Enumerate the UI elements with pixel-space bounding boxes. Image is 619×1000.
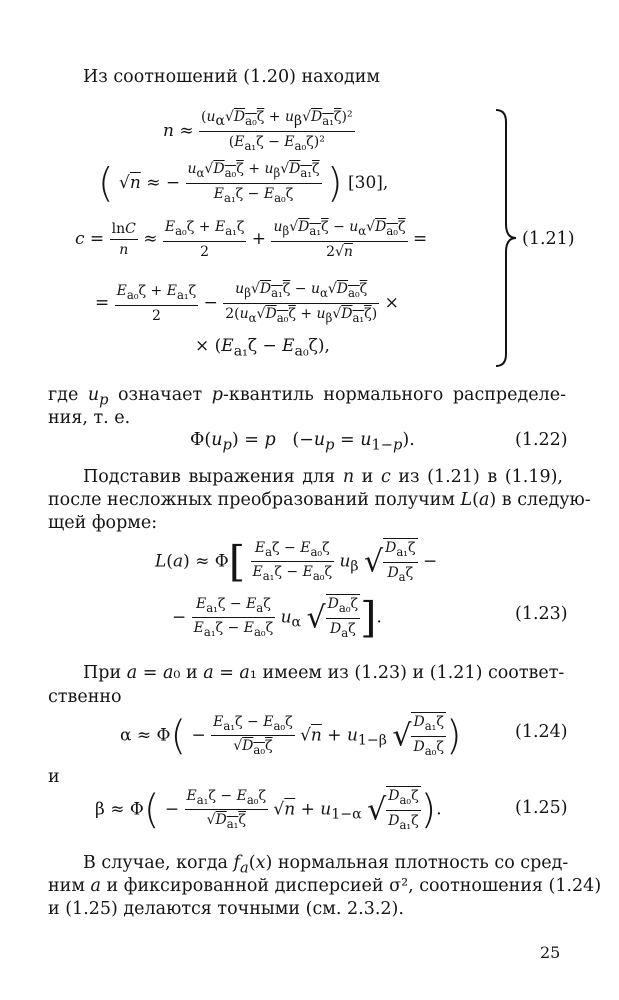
subst-text-line2: после несложных преобразований получим L(a) в следую- [48,490,591,510]
and-text: и [48,767,60,787]
end-text-line2: ним a и фиксированной дисперсией σ², соотношения (1.24) [48,876,602,896]
subst-text-line1: Подставив выражения для n и c из (1.21) в (1.19), [83,467,563,487]
at-text-line1: При a = a₀ и a = a₁ имеем из (1.23) и (1.21) соответ- [83,663,565,683]
eq121-number: (1.21) [522,229,575,249]
at-text-line2: ственно [48,687,122,707]
eq125: β ≈ Φ( − $\frac{E_{a_1}\zeta - E_{a_0}\zeta}{√D_{a_1}\zeta}$ $√n + u_{1-\alpha}$ √ $\frac{D_{a_0}\zeta}{D_{a_1}\zeta}$ ). [95,786,442,833]
eq121-line5: × $(E_{a_1}\zeta - E_{a_0}\zeta)$, [195,336,330,360]
eq125-number: (1.25) [515,798,568,818]
page-number: 25 [540,943,561,962]
subst-text-line3: щей форме: [48,513,158,533]
right-brace [494,108,518,368]
where-text-line2: ния, т. е. [48,408,131,428]
eq121-line4: = $\frac{E_{a_0}\zeta + E_{a_1}\zeta}{2}$ − $\frac{u_\beta√D_{a_1}\zeta - u_\alpha√D_{a_0}\zeta}{2(u_\alpha√D_{a_0}\zeta + u_\beta√D_{a_1}\zeta)}$ × [95,281,399,325]
end-text-line3: и (1.25) делаются точными (см. 2.3.2). [48,899,404,919]
citation-30: [30], [348,172,389,193]
end-text-line1: В случае, когда $f_a(x)$ нормальная плотность со сред- [83,853,569,877]
eq122-number: (1.22) [515,430,568,450]
eq123-line2: − $\frac{E_{a_1}\zeta - E_a\zeta}{E_{a_1}\zeta - E_{a_0}\zeta}$ $u_\alpha$ √ $\frac{D_{a_0}\zeta}{D_a\zeta}$ ]. [172,592,382,642]
eq123-number: (1.23) [515,604,568,624]
eq123-line1: L(a) ≈ Φ[ $\frac{E_a\zeta - E_{a_0}\zeta}{E_{a_1}\zeta - E_{a_0}\zeta}$ $u_\beta$ √ $\frac{D_{a_1}\zeta}{D_a\zeta}$ − [155,536,438,586]
where-text-line1: где $u_p$ означает p-квантиль нормального распределе- [48,385,566,409]
eq124: α ≈ Φ( − $\frac{E_{a_1}\zeta - E_{a_0}\zeta}{√D_{a_0}\zeta}$ $√n + u_{1-\beta}$ √ $\frac{D_{a_1}\zeta}{D_{a_0}\zeta}$ ) [120,712,462,759]
eq121-line2: ( √n ≈ − $\frac{u_\alpha√D_{a_0}\zeta + u_\beta√D_{a_1}\zeta}{E_{a_1}\zeta - E_{a_0}\zeta}$ ) [30], [98,160,389,207]
intro-text: Из соотношений (1.20) находим [83,67,381,87]
eq124-number: (1.24) [515,722,568,742]
eq121-line3: c = $\frac{\ln C}{n}$ ≈ $\frac{E_{a_0}\zeta + E_{a_1}\zeta}{2}$ + $\frac{u_\beta√D_{a_1}\zeta - u_\alpha√D_{a_0}\zeta}{2√n}$ = [75,219,428,260]
eq122: $\Phi(u_p) = p$ $(-u_p = u_{1-p})$. [190,430,415,454]
eq121-line1: n ≈ $\frac{(u_\alpha√D_{a_0}\zeta + u_\beta√D_{a_1}\zeta)^2}{(E_{a_1}\zeta - E_{a_0}\zeta)^2}$ [163,109,353,153]
